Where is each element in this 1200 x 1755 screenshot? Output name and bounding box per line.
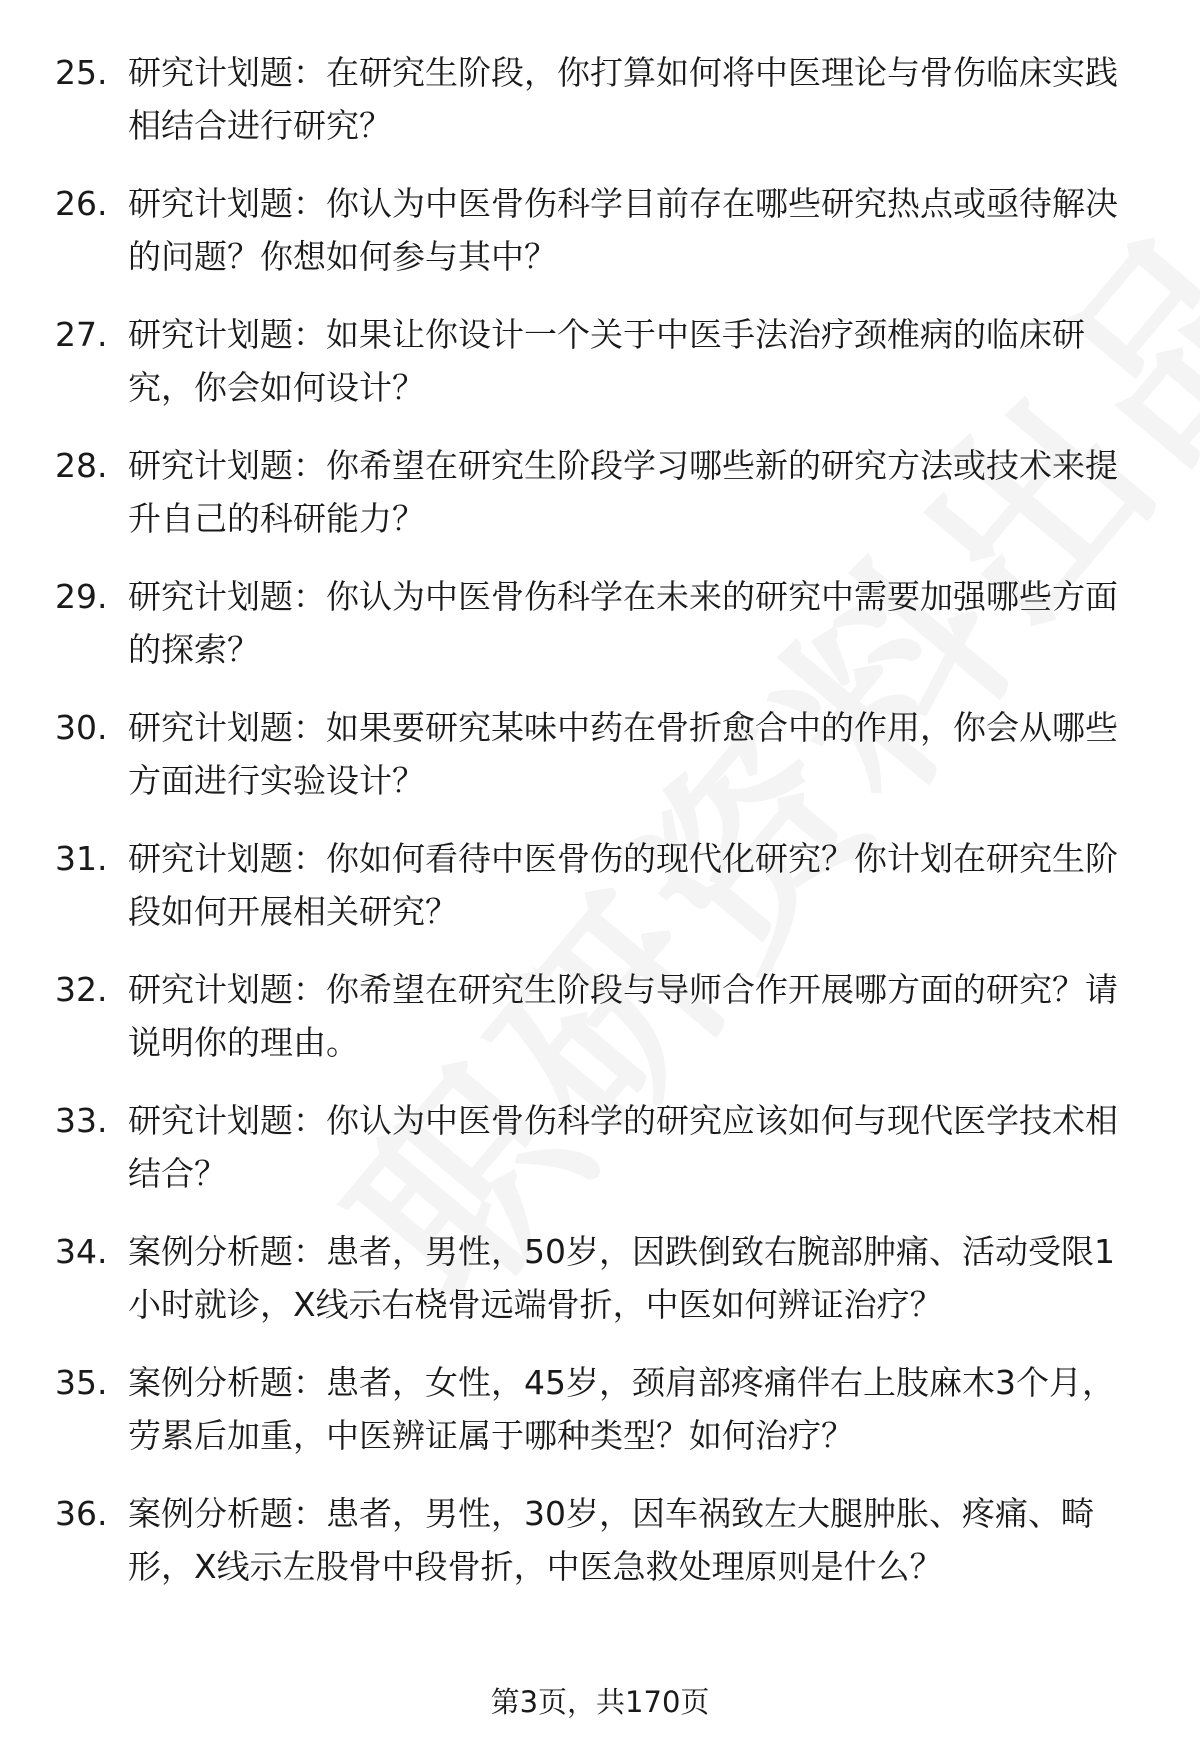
question-number: 25. bbox=[55, 53, 108, 92]
question-item bbox=[0, 701, 1200, 832]
question-number: 28. bbox=[55, 446, 108, 485]
question-text: 研究计划题：如果要研究某味中药在骨折愈合中的作用，你会从哪些方面进行实验设计？ bbox=[128, 708, 1118, 800]
question-number: 30. bbox=[55, 708, 108, 747]
question-text: 案例分析题：患者，女性，45岁，颈肩部疼痛伴右上肢麻木3个月，劳累后加重，中医辨证属于哪种类型？如何治疗？ bbox=[128, 1363, 1115, 1455]
question-item bbox=[0, 1225, 1200, 1356]
question-text: 研究计划题：你希望在研究生阶段学习哪些新的研究方法或技术来提升自己的科研能力？ bbox=[128, 446, 1118, 538]
question-number: 35. bbox=[55, 1363, 108, 1402]
question-text: 研究计划题：在研究生阶段，你打算如何将中医理论与骨伤临床实践相结合进行研究？ bbox=[128, 53, 1118, 145]
question-item bbox=[0, 439, 1200, 570]
question-item bbox=[0, 832, 1200, 963]
question-item bbox=[0, 308, 1200, 439]
question-list bbox=[0, 46, 1200, 1618]
question-number: 31. bbox=[55, 839, 108, 878]
question-text: 研究计划题：你认为中医骨伤科学在未来的研究中需要加强哪些方面的探索？ bbox=[128, 577, 1118, 669]
question-text: 研究计划题：你如何看待中医骨伤的现代化研究？你计划在研究生阶段如何开展相关研究？ bbox=[128, 839, 1118, 931]
question-item bbox=[0, 46, 1200, 177]
question-number: 34. bbox=[55, 1232, 108, 1271]
question-text: 研究计划题：你希望在研究生阶段与导师合作开展哪方面的研究？请说明你的理由。 bbox=[128, 970, 1118, 1062]
question-number: 27. bbox=[55, 315, 108, 354]
question-item bbox=[0, 177, 1200, 308]
question-number: 29. bbox=[55, 577, 108, 616]
question-number: 33. bbox=[55, 1101, 108, 1140]
page-footer: 第3页，共170页 bbox=[490, 1685, 710, 1719]
question-number: 26. bbox=[55, 184, 108, 223]
question-item bbox=[0, 570, 1200, 701]
question-item bbox=[0, 1356, 1200, 1487]
question-text: 案例分析题：患者，男性，30岁，因车祸致左大腿肿胀、疼痛、畸形，X线示左股骨中段骨折，中医急救处理原则是什么？ bbox=[128, 1494, 1094, 1586]
question-text: 研究计划题：你认为中医骨伤科学目前存在哪些研究热点或亟待解决的问题？你想如何参与其中？ bbox=[128, 184, 1118, 276]
question-item bbox=[0, 1094, 1200, 1225]
question-number: 32. bbox=[55, 970, 108, 1009]
question-item bbox=[0, 963, 1200, 1094]
question-item bbox=[0, 1487, 1200, 1618]
question-text: 案例分析题：患者，男性，50岁，因跌倒致右腕部肿痛、活动受限1小时就诊，X线示右桡骨远端骨折，中医如何辨证治疗？ bbox=[128, 1232, 1115, 1324]
question-number: 36. bbox=[55, 1494, 108, 1533]
question-text: 研究计划题：如果让你设计一个关于中医手法治疗颈椎病的临床研究，你会如何设计？ bbox=[128, 315, 1085, 407]
question-text: 研究计划题：你认为中医骨伤科学的研究应该如何与现代医学技术相结合？ bbox=[128, 1101, 1118, 1193]
